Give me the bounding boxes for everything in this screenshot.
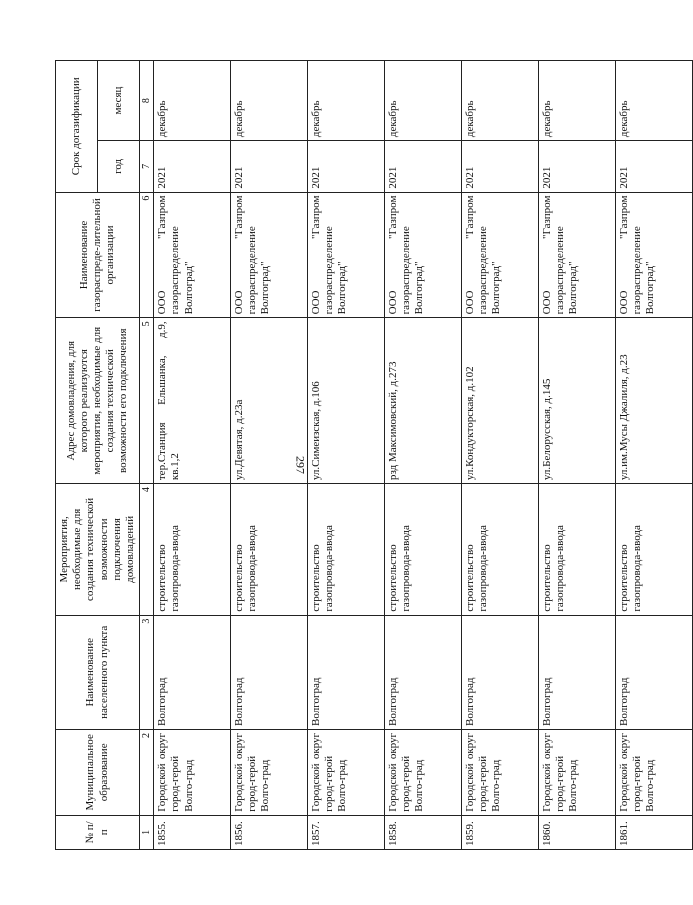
column-number: 4 bbox=[140, 484, 154, 615]
settlement-cell: Волгоград bbox=[384, 615, 461, 729]
header-address: Адрес домовладения, для которого реализуются мероприятия, необходимые для создания технической возможности его подключения bbox=[56, 318, 140, 484]
measure-cell: строительство газопровода-ввода bbox=[615, 484, 692, 615]
rotated-table-container bbox=[55, 60, 657, 850]
address-cell: ул.Кондукторская, д.102 bbox=[461, 318, 538, 484]
organization-cell: ООО "Газпром газораспределение Волгоград" bbox=[615, 192, 692, 318]
row-number: 1856. bbox=[231, 815, 308, 849]
header-row bbox=[56, 61, 98, 850]
month-cell: декабрь bbox=[384, 61, 461, 141]
header-num: № п/п bbox=[56, 815, 140, 849]
settlement-cell: Волгоград bbox=[154, 615, 231, 729]
column-number: 2 bbox=[140, 729, 154, 815]
measure-cell: строительство газопровода-ввода bbox=[384, 484, 461, 615]
column-number: 3 bbox=[140, 615, 154, 729]
year-cell: 2021 bbox=[384, 141, 461, 192]
gasification-table bbox=[55, 60, 693, 850]
municipality-cell: Городской округ город-герой Волго-град bbox=[461, 729, 538, 815]
measure-cell: строительство газопровода-ввода bbox=[154, 484, 231, 615]
municipality-cell: Городской округ город-герой Волго-град bbox=[615, 729, 692, 815]
municipality-cell: Городской округ город-герой Волго-град bbox=[154, 729, 231, 815]
row-number: 1855. bbox=[154, 815, 231, 849]
measure-cell: строительство газопровода-ввода bbox=[538, 484, 615, 615]
settlement-cell: Волгоград bbox=[615, 615, 692, 729]
table-row bbox=[538, 61, 615, 850]
address-cell: рзд Максимовский, д.273 bbox=[384, 318, 461, 484]
year-cell: 2021 bbox=[154, 141, 231, 192]
measure-cell: строительство газопровода-ввода bbox=[231, 484, 308, 615]
year-cell: 2021 bbox=[308, 141, 385, 192]
month-cell: декабрь bbox=[308, 61, 385, 141]
municipality-cell: Городской округ город-герой Волго-град bbox=[308, 729, 385, 815]
table-row bbox=[308, 61, 385, 850]
column-number: 5 bbox=[140, 318, 154, 484]
column-number-row bbox=[140, 61, 154, 850]
month-cell: декабрь bbox=[154, 61, 231, 141]
settlement-cell: Волгоград bbox=[231, 615, 308, 729]
year-cell: 2021 bbox=[231, 141, 308, 192]
measure-cell: строительство газопровода-ввода bbox=[461, 484, 538, 615]
address-cell: ул.Белорусская, д.145 bbox=[538, 318, 615, 484]
organization-cell: ООО "Газпром газораспределение Волгоград" bbox=[231, 192, 308, 318]
table-row bbox=[461, 61, 538, 850]
month-cell: декабрь bbox=[461, 61, 538, 141]
month-cell: декабрь bbox=[615, 61, 692, 141]
settlement-cell: Волгоград bbox=[461, 615, 538, 729]
page-number: 297 bbox=[293, 456, 308, 474]
year-cell: 2021 bbox=[615, 141, 692, 192]
row-number: 1861. bbox=[615, 815, 692, 849]
measure-cell: строительство газопровода-ввода bbox=[308, 484, 385, 615]
header-year: год bbox=[98, 141, 140, 192]
month-cell: декабрь bbox=[231, 61, 308, 141]
organization-cell: ООО "Газпром газораспределение Волгоград" bbox=[384, 192, 461, 318]
organization-cell: ООО "Газпром газораспределение Волгоград" bbox=[538, 192, 615, 318]
header-municipality: Муниципальное образование bbox=[56, 729, 140, 815]
table-row bbox=[384, 61, 461, 850]
municipality-cell: Городской округ город-герой Волго-град bbox=[231, 729, 308, 815]
month-cell: декабрь bbox=[538, 61, 615, 141]
settlement-cell: Волгоград bbox=[308, 615, 385, 729]
column-number: 6 bbox=[140, 192, 154, 318]
column-number: 1 bbox=[140, 815, 154, 849]
row-number: 1860. bbox=[538, 815, 615, 849]
column-number: 8 bbox=[140, 61, 154, 141]
year-cell: 2021 bbox=[538, 141, 615, 192]
header-month: месяц bbox=[98, 61, 140, 141]
address-cell: ул.Девятая, д.23а bbox=[231, 318, 308, 484]
organization-cell: ООО "Газпром газораспределение Волгоград" bbox=[154, 192, 231, 318]
table-row bbox=[154, 61, 231, 850]
row-number: 1857. bbox=[308, 815, 385, 849]
header-measures: Мероприятия, необходимые для создания технической возможности подключения домовладений bbox=[56, 484, 140, 615]
header-settlement: Наименование населенного пункта bbox=[56, 615, 140, 729]
address-cell: тер.Станция Ельшанка, д.9, кв.1,2 bbox=[154, 318, 231, 484]
year-cell: 2021 bbox=[461, 141, 538, 192]
row-number: 1858. bbox=[384, 815, 461, 849]
table-row bbox=[615, 61, 692, 850]
organization-cell: ООО "Газпром газораспределение Волгоград" bbox=[461, 192, 538, 318]
row-number: 1859. bbox=[461, 815, 538, 849]
settlement-cell: Волгоград bbox=[538, 615, 615, 729]
organization-cell: ООО "Газпром газораспределение Волгоград" bbox=[308, 192, 385, 318]
address-cell: ул.им.Мусы Джалиля, д.23 bbox=[615, 318, 692, 484]
municipality-cell: Городской округ город-герой Волго-град bbox=[538, 729, 615, 815]
header-deadline-group: Срок догазификации bbox=[56, 61, 98, 193]
column-number: 7 bbox=[140, 141, 154, 192]
header-organization: Наименование газораспреде-лительной организации bbox=[56, 192, 140, 318]
address-cell: ул.Симеизская, д.106 bbox=[308, 318, 385, 484]
table-row bbox=[231, 61, 308, 850]
municipality-cell: Городской округ город-герой Волго-град bbox=[384, 729, 461, 815]
